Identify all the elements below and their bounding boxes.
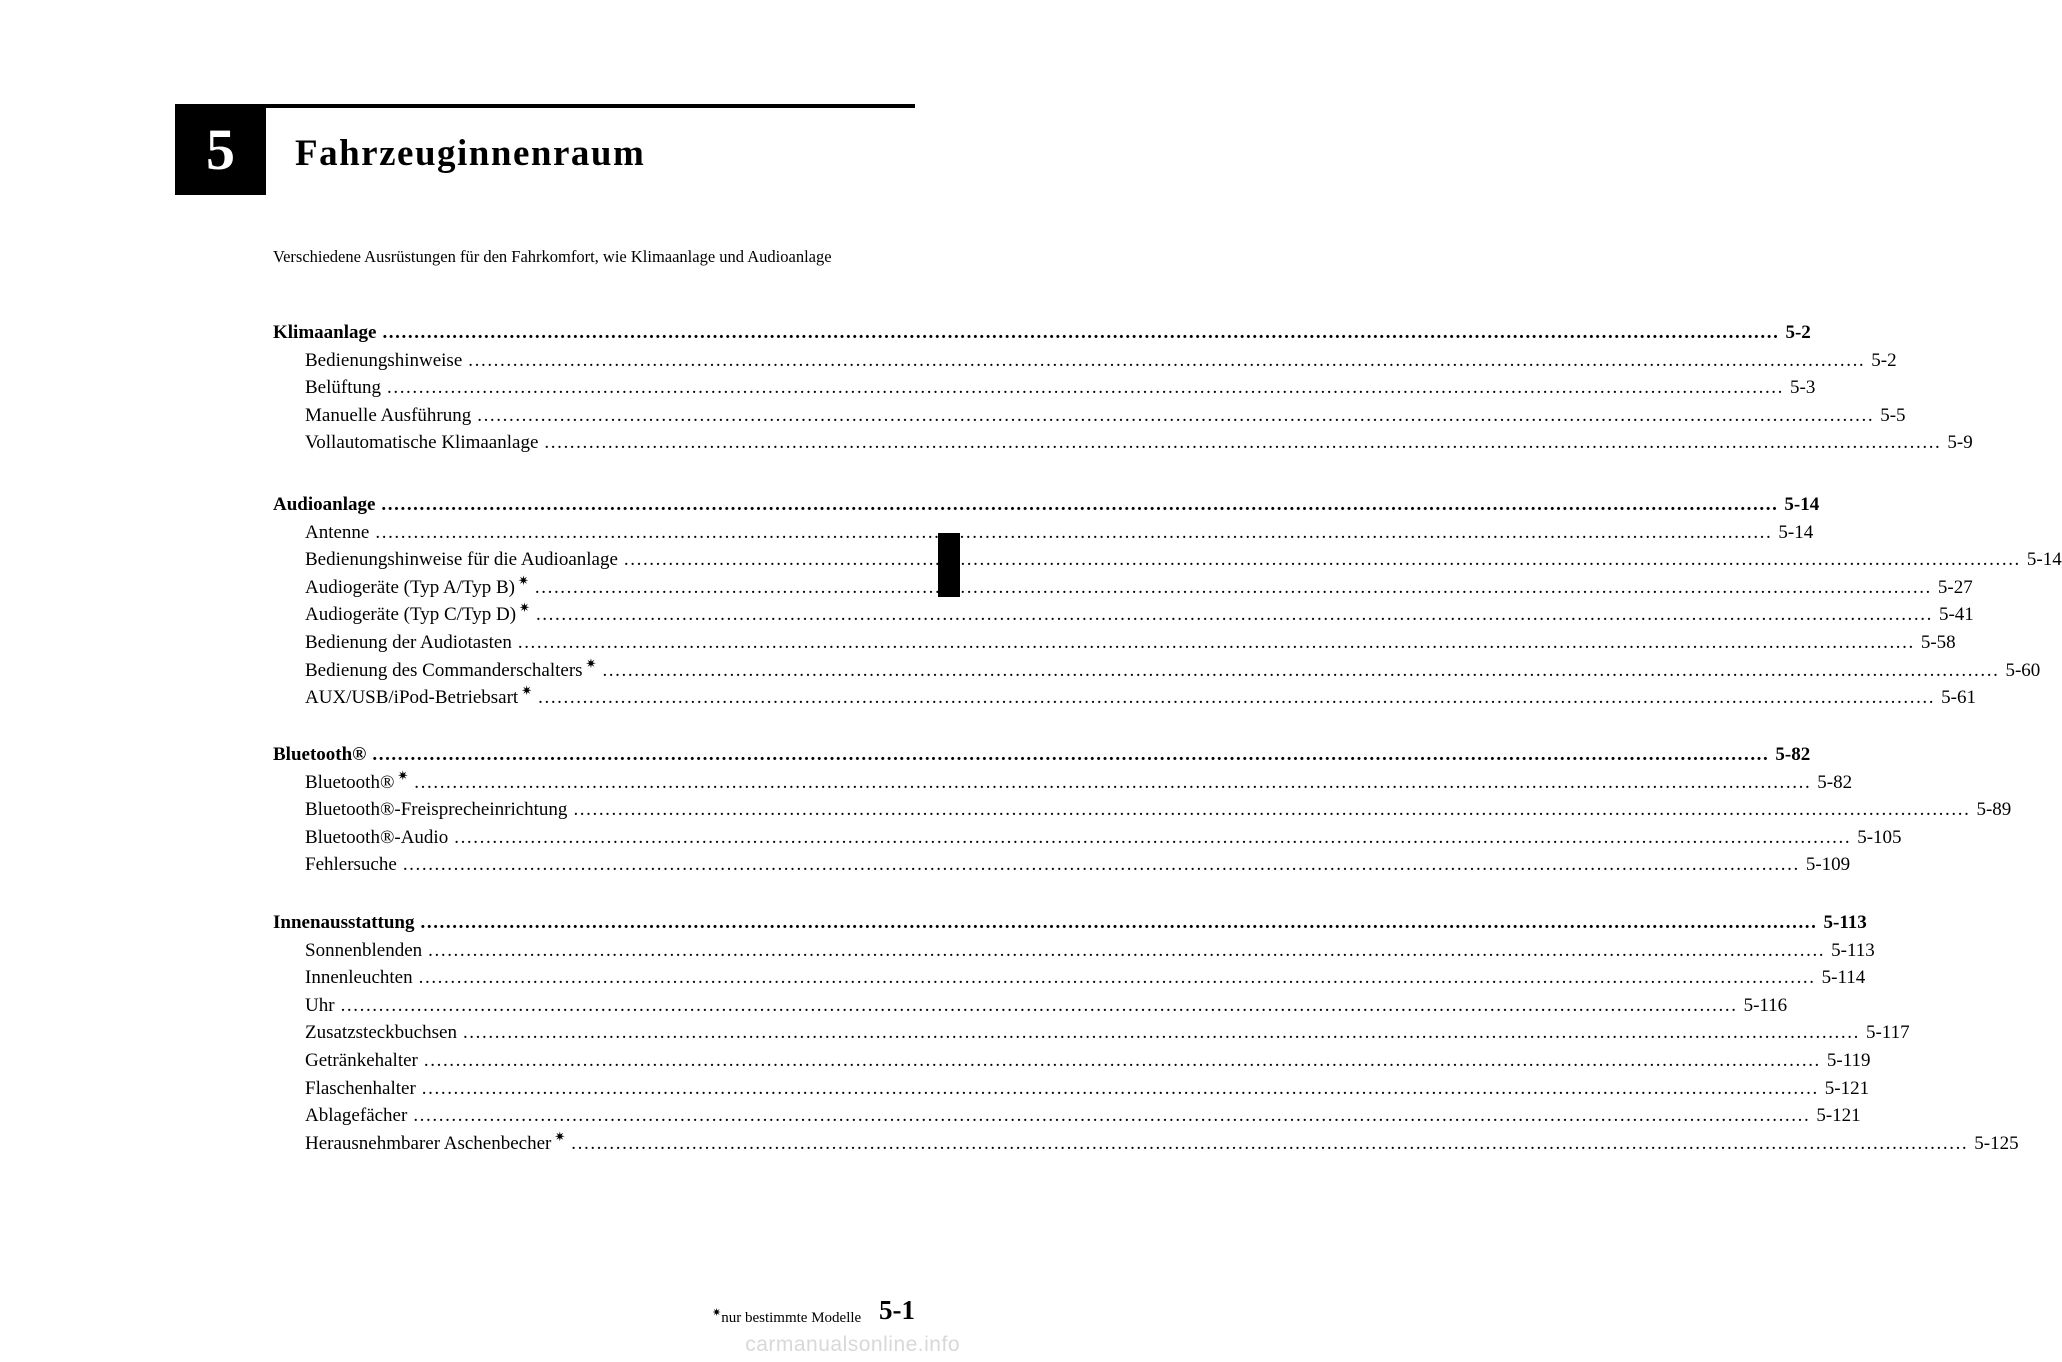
dot-leader: ............................................................................................................................................................................................................................ [573,799,1971,821]
toc-entry-label: Manuelle Ausführung [305,404,472,426]
page-number: 5-1 [879,1295,915,1325]
dot-leader: ............................................................................................................................................................................................................................ [428,939,1826,961]
toc-section-page: 5-2 [1785,322,1811,343]
star-icon: ✷ [397,767,409,783]
toc-entry-page: 5-119 [1826,1050,1871,1071]
chapter-number: 5 [206,116,235,182]
dot-leader: ............................................................................................................................................................................................................................ [387,377,1784,399]
toc-entry-label: Fehlersuche [305,854,397,876]
toc-entry-label: Innenleuchten [305,967,413,989]
toc-entry-label: Ablagefächer [305,1105,408,1127]
dot-leader: ............................................................................................................................................................................................................................ [423,1050,1821,1071]
toc-entry-page: 5-121 [1816,1105,1861,1127]
dot-leader: ............................................................................................................................................................................................................................ [454,826,1852,848]
toc-entry-page: 5-82 [1817,771,1853,793]
star-icon: ✷ [519,600,530,616]
dot-leader: ............................................................................................................................................................................................................................ [517,632,1915,653]
toc-entry-page: 5-41 [1938,604,1974,626]
dot-leader: ............................................................................................................................................................................................................................ [602,659,2000,681]
toc-entry[interactable] [305,374,1816,402]
toc-section-label: Audioanlage [273,494,376,515]
toc-entry-page: 5-2 [1871,349,1897,371]
dot-leader: ............................................................................................................................................................................................................................ [571,1132,1969,1154]
toc-entry[interactable] [305,767,1853,798]
toc-entry-page: 5-58 [1920,632,1956,653]
toc-entry-label: Bedienungshinweise für die Audioanlage [305,549,618,571]
toc-entry[interactable] [305,796,2012,824]
dot-leader: ............................................................................................................................................................................................................................ [382,322,1780,343]
toc-entry-page: 5-5 [1880,404,1906,426]
dot-leader: ............................................................................................................................................................................................................................ [402,854,1800,876]
toc-entry-page: 5-121 [1824,1077,1870,1099]
toc-entry-label: Getränkehalter [305,1050,418,1071]
toc-entry[interactable] [305,1102,1861,1130]
toc-entry[interactable] [305,629,1956,657]
toc-entry[interactable] [305,402,1906,430]
chapter-intro: Verschiedene Ausrüstungen für den Fahrkomfort, wie Klimaanlage und Audioanlage [273,247,832,266]
toc-entry-page: 5-113 [1831,939,1875,961]
toc-entry[interactable] [305,1047,1871,1075]
toc-entry-label: Bedienungshinweise [305,349,463,371]
toc-entry-label: Bluetooth®-Freisprecheinrichtung [305,799,568,821]
toc-entry[interactable] [305,519,1814,547]
star-icon: ✷ [521,683,533,699]
footer-note-text: nur bestimmte Modelle [721,1310,862,1326]
toc-entry[interactable] [305,429,1973,457]
toc-entry-page: 5-61 [1941,687,1976,709]
toc-entry[interactable] [305,1075,1870,1103]
star-icon: ✷ [554,1128,566,1144]
dot-leader: ............................................................................................................................................................................................................................ [421,1077,1819,1099]
toc-section-page: 5-82 [1775,744,1811,765]
toc-entry[interactable] [305,824,1902,852]
dot-leader: ............................................................................................................................................................................................................................ [375,521,1773,543]
toc-entry[interactable] [305,851,1851,879]
dot-leader: ............................................................................................................................................................................................................................ [462,1022,1860,1044]
toc-entry[interactable] [305,600,1974,630]
toc-entry-label: Bluetooth® [305,771,395,793]
toc-entry[interactable] [305,964,1866,992]
toc-entry[interactable] [305,683,1976,713]
toc-entry-page: 5-9 [1947,432,1973,454]
toc-section-label: Klimaanlage [273,322,377,343]
toc-entry-page: 5-114 [1821,967,1866,989]
toc-entry-label: AUX/USB/iPod-Betriebsart [305,687,519,709]
star-icon: ✷ [518,572,529,588]
footer-note [712,1307,862,1327]
dot-leader: ............................................................................................................................................................................................................................ [381,494,1779,515]
dot-leader: ............................................................................................................................................................................................................................ [414,771,1812,793]
toc-entry[interactable] [305,1019,1910,1047]
toc-entry-label: Flaschenhalter [305,1077,416,1099]
dot-leader: ............................................................................................................................................................................................................................ [340,994,1738,1016]
toc-entry-page: 5-117 [1865,1022,1910,1044]
dot-leader: ............................................................................................................................................................................................................................ [418,967,1816,989]
toc-entry-page: 5-14 [1778,521,1814,543]
header-rule [266,104,915,108]
star-icon: ✷ [585,655,597,671]
dot-leader: ............................................................................................................................................................................................................................ [372,744,1770,765]
toc-entry-label: Audiogeräte (Typ C/Typ D) [305,604,517,626]
dot-leader: ............................................................................................................................................................................................................................ [468,349,1866,371]
toc-section-label: Bluetooth® [273,744,367,765]
toc-entry[interactable] [305,1128,2019,1159]
toc-entry[interactable] [305,572,1973,603]
toc-section[interactable] [273,319,1811,347]
watermark: carmanualsonline.info [745,1333,960,1356]
toc-entry-label: Zusatzsteckbuchsen [305,1022,457,1044]
toc-entry-label: Audiogeräte (Typ A/Typ B) [305,576,515,598]
toc-entry[interactable] [305,347,1897,375]
dot-leader: ............................................................................................................................................................................................................................ [623,549,2021,571]
dot-leader: ............................................................................................................................................................................................................................ [534,576,1932,598]
dot-leader: ............................................................................................................................................................................................................................ [413,1105,1811,1127]
toc-entry[interactable] [305,992,1788,1020]
toc-entry-page: 5-109 [1805,854,1851,876]
toc-entry-page: 5-89 [1976,799,2012,821]
toc-section-page: 5-14 [1784,494,1820,515]
toc-entry-page: 5-125 [1974,1132,2019,1154]
dot-leader: ............................................................................................................................................................................................................................ [538,687,1936,709]
toc-section[interactable] [273,491,1820,519]
star-icon: ✷ [712,1307,722,1319]
toc-section[interactable] [273,909,1867,937]
toc-section[interactable] [273,741,1811,769]
toc-entry-page: 5-105 [1857,826,1902,848]
toc-entry-page: 5-27 [1937,576,1973,598]
toc-entry-label: Bedienung der Audiotasten [305,632,512,653]
dot-leader: ............................................................................................................................................................................................................................ [420,912,1818,933]
toc-entry-label: Bluetooth®-Audio [305,826,449,848]
toc-entry-page: 5-3 [1790,377,1816,399]
toc-section-label: Innenausstattung [273,912,415,933]
dot-leader: ............................................................................................................................................................................................................................ [544,432,1942,454]
toc-entry[interactable] [305,655,2041,686]
toc-entry-page: 5-60 [2005,659,2041,681]
chapter-number-box [175,104,266,195]
dot-leader: ............................................................................................................................................................................................................................ [477,404,1875,426]
toc-entry-label: Sonnenblenden [305,939,423,961]
toc-entry-label: Vollautomatische Klimaanlage [305,432,539,454]
toc-entry-label: Herausnehmbarer Aschenbecher [305,1132,552,1154]
toc-entry-page: 5-14 [2026,549,2062,571]
toc-entry-label: Antenne [305,521,370,543]
toc-entry[interactable] [305,937,1875,965]
chapter-title: Fahrzeuginnenraum [295,133,646,174]
toc-section-page: 5-113 [1823,912,1867,933]
toc-entry-label: Belüftung [305,377,381,399]
dot-leader: ............................................................................................................................................................................................................................ [535,604,1933,626]
toc-entry-label: Bedienung des Commanderschalters [305,659,583,681]
toc-entry-page: 5-116 [1743,994,1788,1016]
toc-entry[interactable] [305,546,2062,574]
toc-entry-label: Uhr [305,994,335,1016]
